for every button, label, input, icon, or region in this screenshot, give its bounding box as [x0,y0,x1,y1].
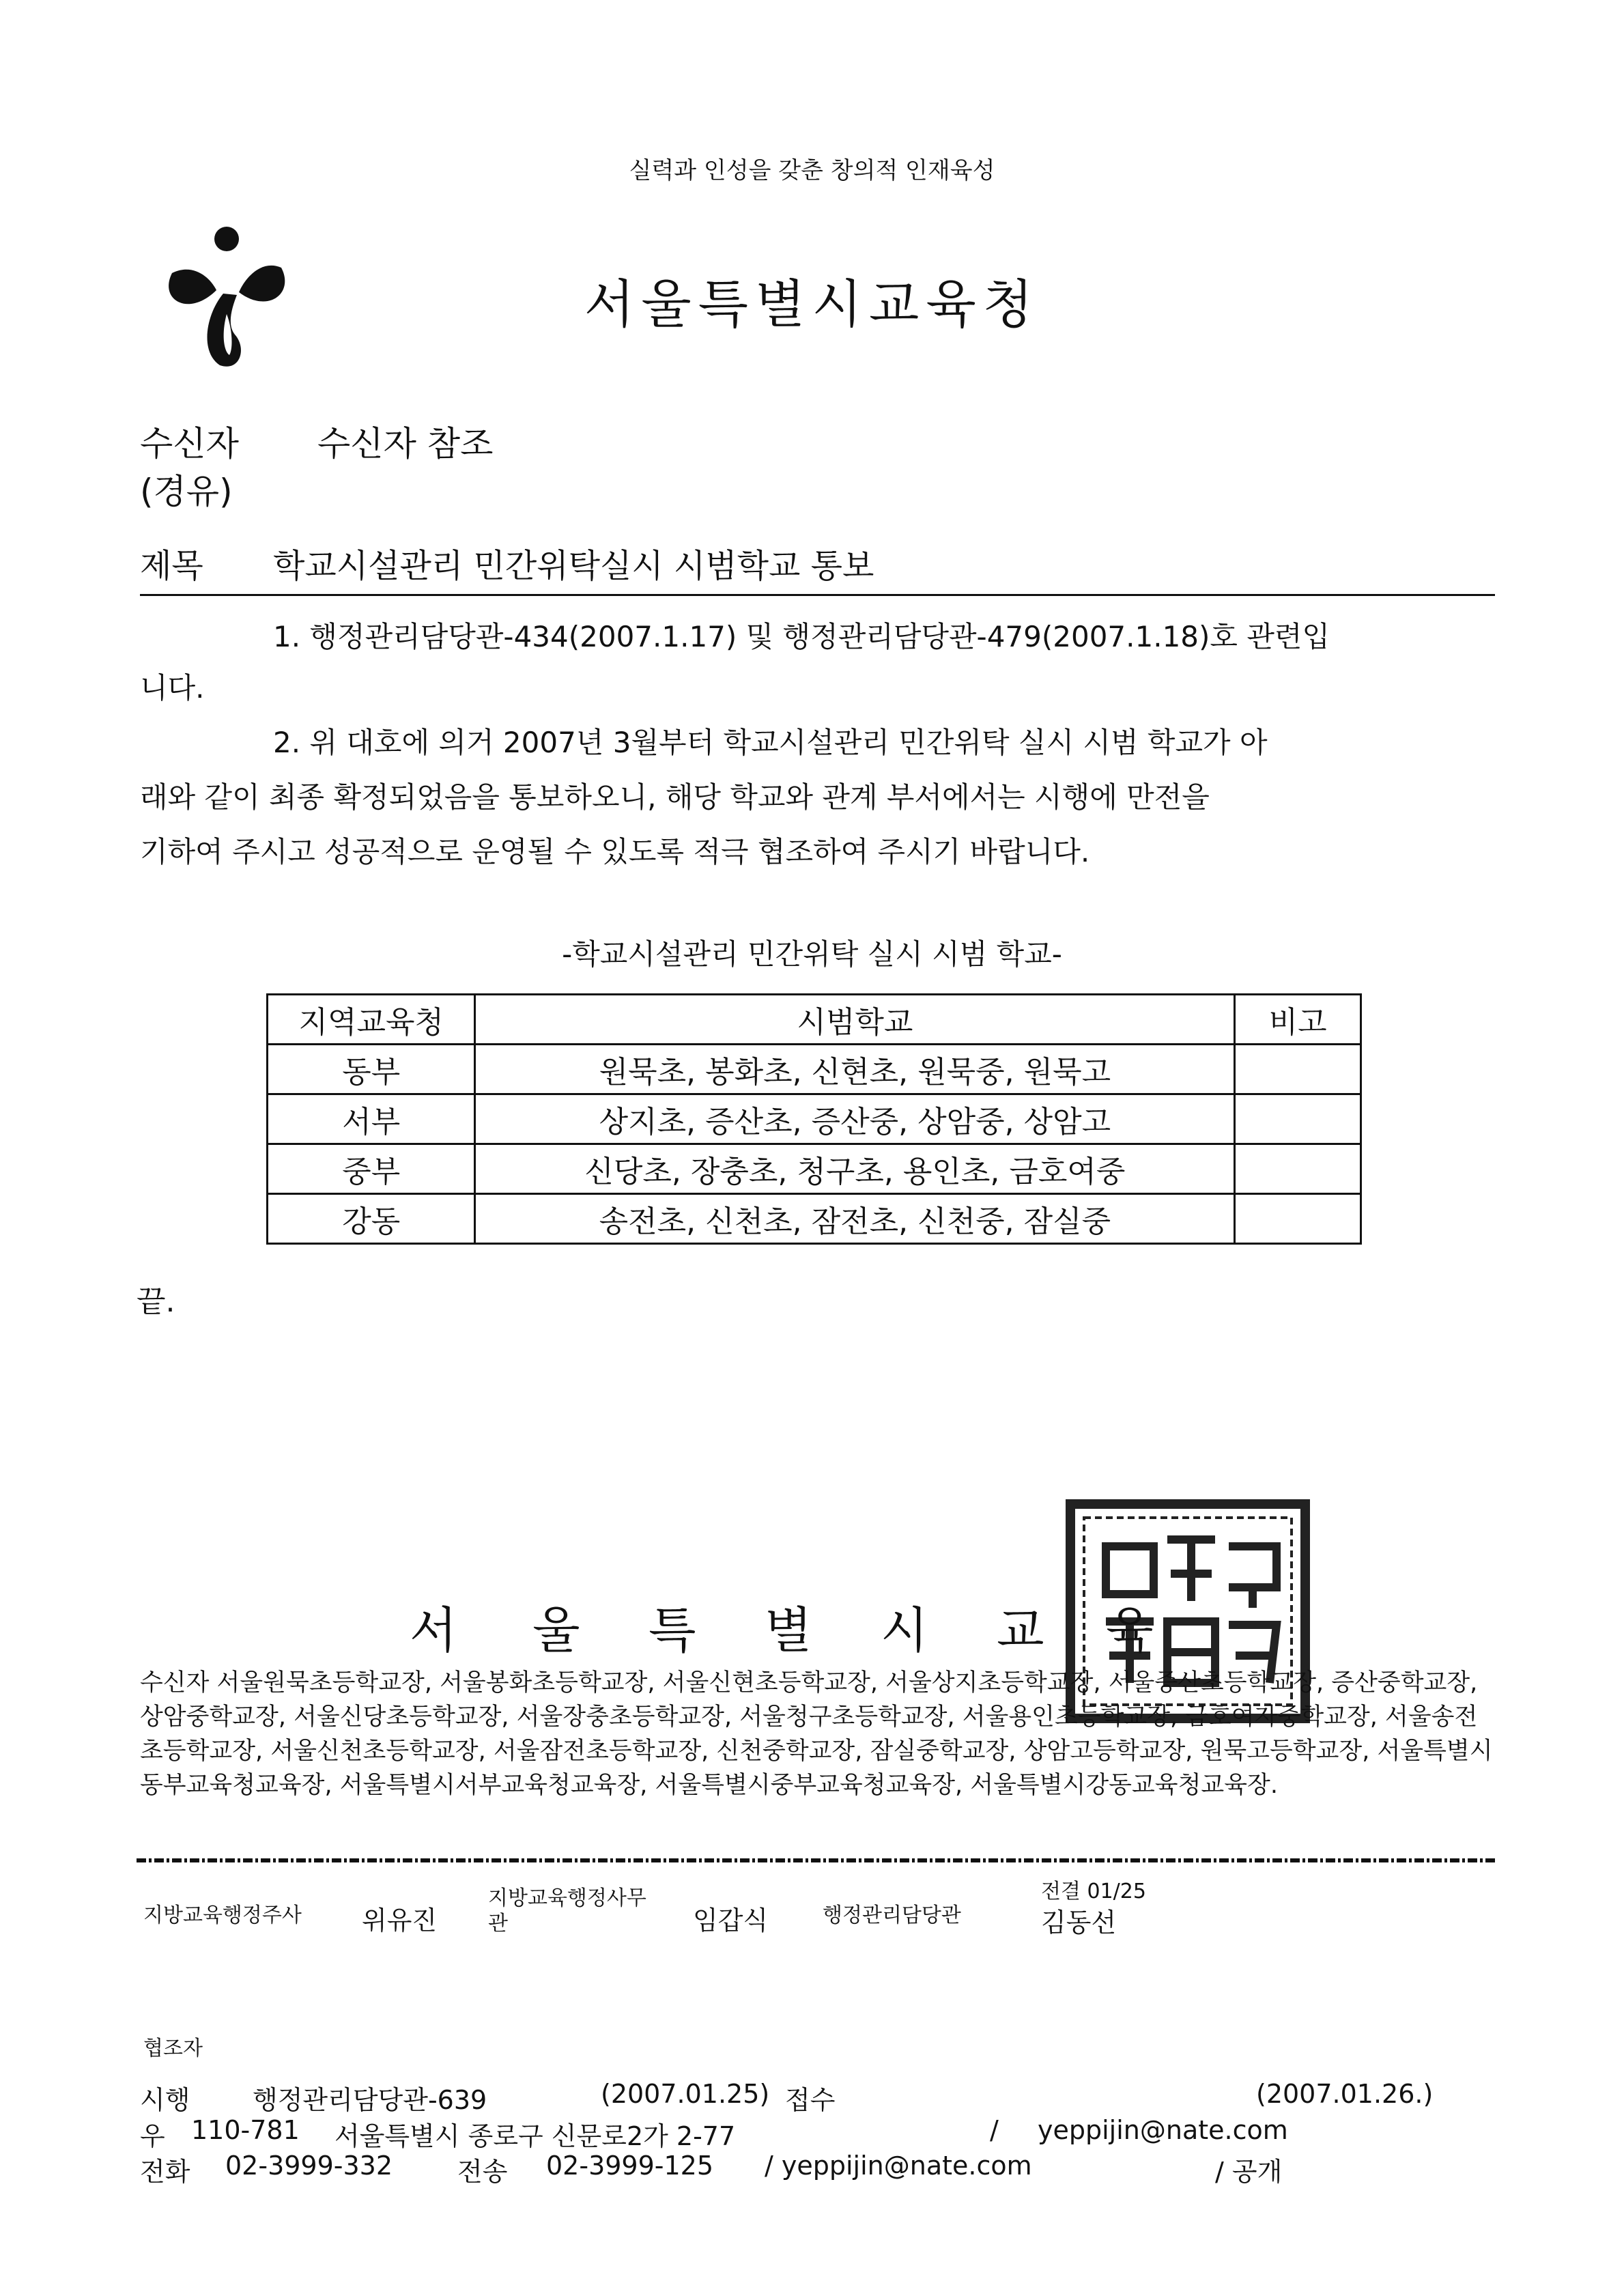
subject-divider [140,594,1495,596]
sender-char: 울 [532,1602,580,1659]
recipient-value: 수신자 참조 [317,424,494,464]
schools-cell: 원묵초, 봉화초, 신현초, 원묵중, 원묵고 [475,1045,1235,1094]
schools-cell: 신당초, 장충초, 청구초, 용인초, 금호여중 [475,1144,1235,1194]
approver-2-role: 지방교육행정사무 [488,1886,646,1910]
region-cell: 강동 [268,1194,475,1244]
delegation-note: 전결 01/25 [1041,1880,1146,1903]
org-title: 서울특별시교육청 [584,274,1040,335]
enforce-label: 시행 [140,2085,190,2115]
body-paragraph-2-line-3: 기하여 주시고 성공적으로 운영될 수 있도록 적극 협조하여 주시기 바랍니다. [140,835,1090,868]
phone-number: 02-3999-332 [225,2151,393,2181]
phone-label: 전화 [140,2157,190,2187]
sender-char: 육 [1106,1602,1154,1659]
disclosure: / 공개 [1215,2157,1283,2187]
region-cell: 동부 [268,1045,475,1094]
divider [137,1858,1495,1862]
region-cell: 중부 [268,1144,475,1194]
email-2: / yeppijin@nate.com [765,2151,1032,2181]
enforce-number: 행정관리담당관-639 [253,2085,487,2115]
note-cell [1235,1045,1361,1094]
via-label: (경유) [140,472,233,511]
header-region: 지역교육청 [268,995,475,1045]
address: 서울특별시 종로구 신문로2가 2-77 [334,2121,736,2151]
receipt-label: 접수 [785,2085,836,2115]
postal-label: 우 [140,2121,165,2151]
schools-cell: 송전초, 신천초, 잠전초, 신천중, 잠실중 [475,1194,1235,1244]
end-mark: 끝. [137,1284,175,1319]
fax-number: 02-3999-125 [546,2151,714,2181]
postal-code: 110-781 [191,2115,300,2145]
email: yeppijin@nate.com [1038,2115,1288,2145]
fax-label: 전송 [457,2157,508,2187]
approver-2-name: 임갑식 [693,1905,769,1936]
region-cell: 서부 [268,1094,475,1144]
enforce-date: (2007.01.25) [601,2079,770,2109]
table-row [268,1144,1361,1194]
pilot-schools-table [266,993,1362,1245]
body-paragraph-2-line-2: 래와 같이 최종 확정되었음을 통보하오니, 해당 학교와 관계 부서에서는 시행에 만전을 [140,780,1210,814]
sender-char: 서 [410,1602,457,1659]
approver-3-name: 김동선 [1041,1908,1117,1938]
slash: / [990,2115,999,2145]
subject-value: 학교시설관리 민간위탁실시 시범학교 통보 [273,547,874,585]
sender-char: 시 [881,1602,928,1659]
receipt-date: (2007.01.26.) [1256,2079,1434,2109]
slogan: 실력과 인성을 갖춘 창의적 인재육성 [629,157,995,184]
approver-1-name: 위유진 [362,1905,438,1936]
sender-char: 특 [649,1602,696,1659]
approver-2-role-cont: 관 [488,1912,508,1936]
schools-cell: 상지초, 증산초, 증산중, 상암중, 상암고 [475,1094,1235,1144]
body-paragraph-1-line-1: 1. 행정관리담당관-434(2007.1.17) 및 행정관리담당관-479(2007.1.18)호 관련입 [273,620,1330,653]
table-title: -학교시설관리 민간위탁 실시 시범 학교- [562,937,1062,971]
header-schools: 시범학교 [475,995,1235,1045]
header-note: 비고 [1235,995,1361,1045]
body-paragraph-1-line-2: 니다. [140,671,205,705]
sender-char: 교 [997,1602,1044,1659]
note-cell [1235,1194,1361,1244]
recipients-list: 수신자 서울원묵초등학교장, 서울봉화초등학교장, 서울신현초등학교장, 서울상지초등학교장, 서울증산초등학교장, 증산중학교장, 상암중학교장, 서울신당초등학교장, 서울장충초등학교장, 서울청구초등학교장, 서울용인초등학교장, 금호여자중학교장, 서울송전초등학교장, 서울신천초등학교장, 서울잠전초등학교장, 신천중학교장, 잠실중학교장, 상암고등학교장, 원묵고등학교장, 서울특별시동부교육청교육장, 서울특별시서부교육청교육장, 서울특별시중부교육청교육장, 서울특별시강동교육청교육장. [140,1669,1493,1799]
note-cell [1235,1094,1361,1144]
recipient-label: 수신자 [140,424,239,464]
approver-3-role: 행정관리담당관 [823,1903,961,1927]
table-row [268,1045,1361,1094]
subject-label: 제목 [140,547,203,585]
table-header-row [268,995,1361,1045]
cooperator-label: 협조자 [143,2037,203,2060]
table-row [268,1094,1361,1144]
note-cell [1235,1144,1361,1194]
sender-char: 별 [765,1602,812,1659]
table-row [268,1194,1361,1244]
approver-1-role: 지방교육행정주사 [143,1903,302,1927]
body-paragraph-2-line-1: 2. 위 대호에 의거 2007년 3월부터 학교시설관리 민간위탁 실시 시범 학교가 아 [273,726,1268,759]
